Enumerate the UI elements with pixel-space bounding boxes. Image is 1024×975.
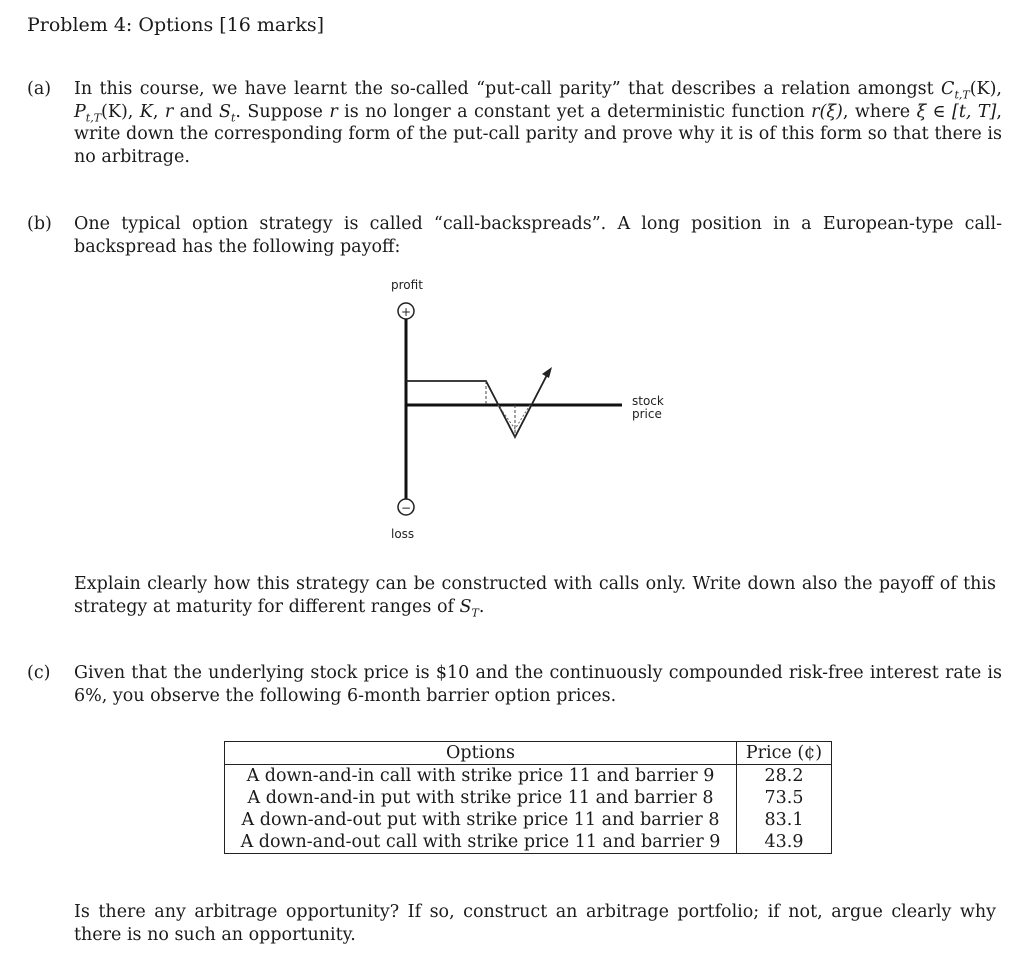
option-cell: A down-and-in call with strike price 11 and barrier 9 — [225, 765, 737, 788]
part-c-text: Given that the underlying stock price is $10 and the continuously compounded risk-free interest rate is 6%, you observe the following 6-month barrier option prices. — [74, 663, 1002, 706]
option-cell: A down-and-out call with strike price 11 and barrier 9 — [225, 831, 737, 854]
problem-heading: Problem 4: Options [16 marks] — [27, 14, 325, 36]
part-b — [27, 213, 1002, 258]
part-c — [27, 662, 1002, 707]
stock-label: stock — [632, 394, 664, 408]
table-row — [225, 765, 832, 788]
minus-sign: − — [400, 501, 412, 515]
price-cell: 43.9 — [737, 831, 832, 854]
part-c-question: Is there any arbitrage opportunity? If so, construct an arbitrage portfolio; if not, argue clearly why there is no such an opportunity. — [74, 902, 996, 945]
profit-label: profit — [391, 278, 423, 292]
table-row — [225, 831, 832, 854]
part-a-label: (a) — [27, 79, 52, 99]
call-backspread-payoff-figure — [360, 275, 680, 545]
part-b-explain: Explain clearly how this strategy can be constructed with calls only. Write down also the payoff of this strategy at maturity for different ranges of $S_T$. — [74, 574, 996, 620]
part-b-label: (b) — [27, 214, 52, 234]
plus-sign: + — [400, 305, 412, 319]
part-a-text: In this course, we have learnt the so-called “put-call parity” that describes a relation amongst $C_{t,T}(K)$, $P_{t,T}(K)$, K, r and $S_t$. Suppose r is no longer a constant yet a deterministic function r(ξ), where ξ ∈ [t, T], write down the corresponding form of the put-call parity and prove why it is of this form so that there is no arbitrage. — [74, 79, 1002, 167]
options-column-header: Options — [225, 742, 737, 765]
payoff-arrow-icon — [542, 367, 552, 378]
price-label: price — [632, 407, 662, 421]
table-row — [225, 787, 832, 809]
price-cell: 28.2 — [737, 765, 832, 788]
loss-label: loss — [391, 527, 415, 541]
part-b-text: One typical option strategy is called “call-backspreads”. A long position in a European-type call-backspread has the following payoff: — [74, 214, 1002, 257]
price-cell: 83.1 — [737, 809, 832, 831]
part-a — [27, 78, 1002, 168]
option-cell: A down-and-out put with strike price 11 and barrier 8 — [225, 809, 737, 831]
table-header-row — [225, 742, 832, 765]
option-cell: A down-and-in put with strike price 11 and barrier 8 — [225, 787, 737, 809]
part-c-label: (c) — [27, 663, 51, 683]
price-column-header: Price (¢) — [737, 742, 832, 765]
barrier-option-price-table — [224, 741, 832, 854]
table-row — [225, 809, 832, 831]
payoff-diagram — [360, 275, 680, 545]
price-cell: 73.5 — [737, 787, 832, 809]
